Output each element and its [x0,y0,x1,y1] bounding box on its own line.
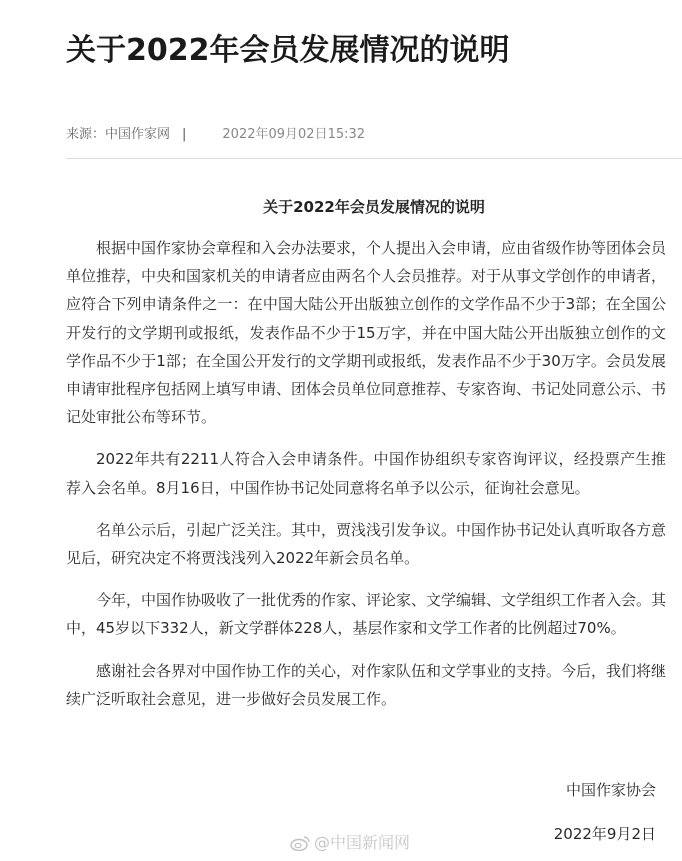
watermark-text: @中国新闻网 [314,833,411,852]
article-heading: 关于2022年会员发展情况的说明 [263,198,485,216]
signature: 中国作家协会 [565,781,656,799]
article-body [66,234,666,727]
meta-separator: | [182,127,187,142]
weibo-icon [290,835,310,851]
paragraph-2: 2022年共有2211人符合入会申请条件。中国作协组织专家咨询评议，经投票产生推荐入会名单。8月16日，中国作协书记处同意将名单予以公示，征询社会意见。 [66,450,666,497]
article-meta [66,126,365,144]
header-divider [66,158,682,159]
paragraph-4: 今年，中国作协吸收了一批优秀的作家、评论家、文学编辑、文学组织工作者入会。其中，45岁以下332人，新文学群体228人，基层作家和文学工作者的比例超过70%。 [66,591,667,638]
sign-date: 2022年9月2日 [553,825,656,843]
paragraph-1: 根据中国作家协会章程和入会办法要求，个人提出入会申请，应由省级作协等团体会员单位推荐，中央和国家机关的申请者应由两名个人会员推荐。对于从事文学创作的申请者，应符合下列申请条件之一：在中国大陆公开出版独立创作的文学作品不少于3部；在全国公开发行的文学期刊或报纸，发表作品不少于15万字，并在中国大陆公开出版独立创作的文学作品不少于1部；在全国公开发行的文学期刊或报纸，发表作品不少于30万字。会员发展申请审批程序包括网上填写申请、团体会员单位同意推荐、专家咨询、书记处同意公示、书记处审批公布等环节。 [66,239,667,427]
paragraph-5: 感谢社会各界对中国作协工作的关心，对作家队伍和文学事业的支持。今后，我们将继续广泛听取社会意见，进一步做好会员发展工作。 [66,661,667,708]
watermark [290,832,410,854]
page-title: 关于2022年会员发展情况的说明 [66,33,510,68]
publish-datetime: 2022年09月02日15:32 [222,127,366,142]
source-label[interactable]: 来源：中国作家网 [66,127,171,142]
paragraph-3: 名单公示后，引起广泛关注。其中，贾浅浅引发争议。中国作协书记处认真听取各方意见后，研究决定不将贾浅浅列入2022年新会员名单。 [66,520,667,568]
